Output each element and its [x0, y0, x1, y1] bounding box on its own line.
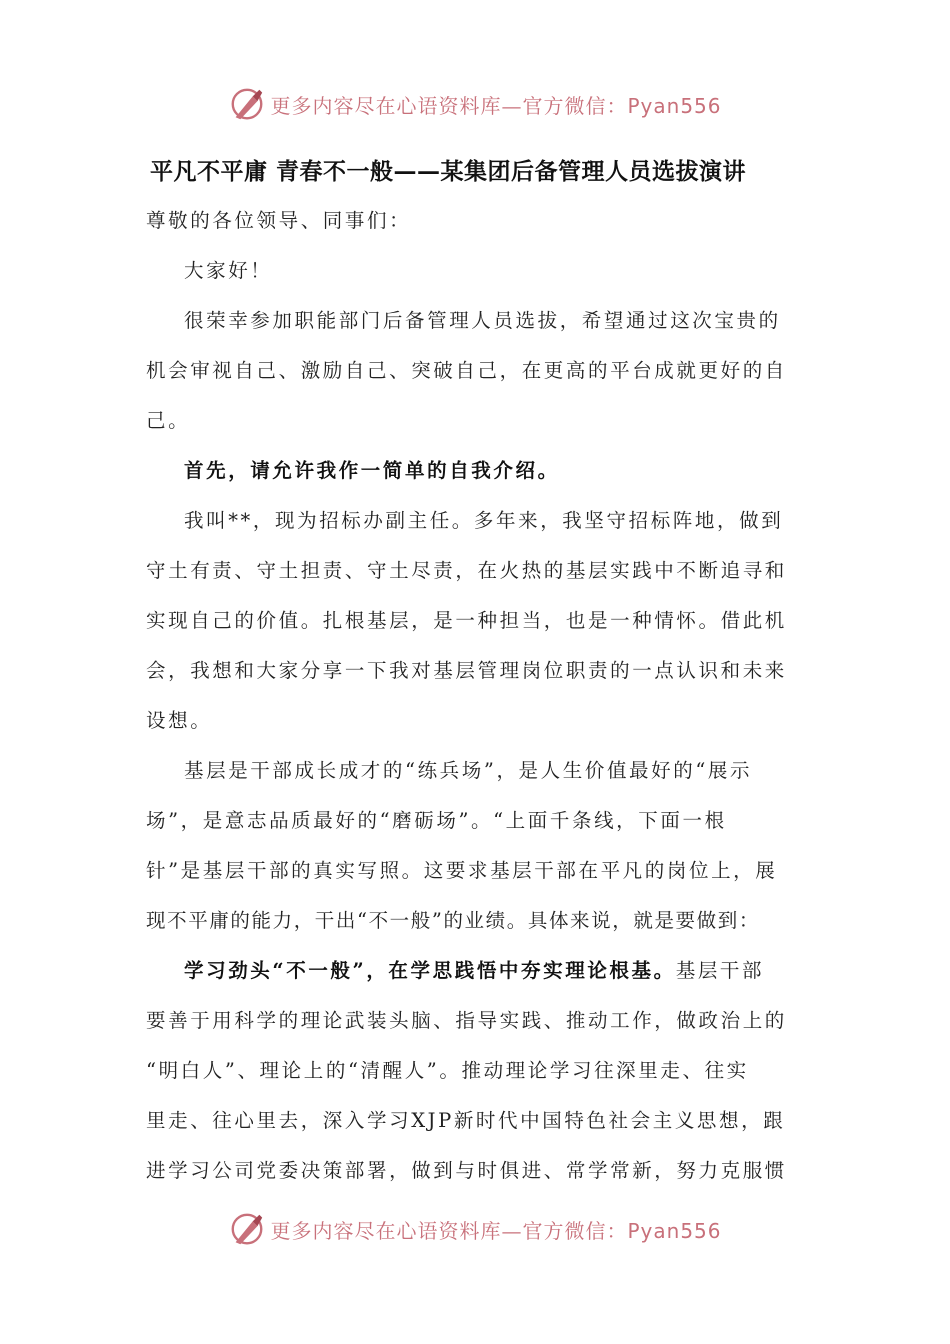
- body-line: 很荣幸参加职能部门后备管理人员选拔，希望通过这次宝贵的: [184, 309, 781, 332]
- body-line: 场”，是意志品质最好的“磨砺场”。“上面千条线，下面一根: [146, 809, 727, 832]
- banner-text: 更多内容尽在心语资料库—官方微信：Pyan556: [270, 93, 722, 118]
- salutation: 尊敬的各位领导、同事们：: [146, 209, 412, 232]
- body-line: 己。: [146, 409, 191, 432]
- body-line: 实现自己的价值。扎根基层，是一种担当，也是一种情怀。借此机: [146, 609, 787, 632]
- body-line: 守土有责、守土担责、守土尽责，在火热的基层实践中不断追寻和: [146, 559, 787, 582]
- body-line: 基层是干部成长成才的“练兵场”，是人生价值最好的“展示: [184, 759, 753, 782]
- body-line: 里走、往心里去，深入学习XJP新时代中国特色社会主义思想，跟: [146, 1109, 786, 1132]
- body-line-with-heading: [184, 955, 806, 985]
- banner-text: 更多内容尽在心语资料库—官方微信：Pyan556: [270, 1218, 722, 1243]
- pen-nib-logo-icon: [228, 1210, 266, 1248]
- document-title: 平凡不平庸 青春不一般——某集团后备管理人员选拔演讲: [150, 158, 747, 185]
- body-line: 机会审视自己、激励自己、突破自己，在更高的平台成就更好的自: [146, 359, 787, 382]
- body-line: 会，我想和大家分享一下我对基层管理岗位职责的一点认识和未来: [146, 659, 787, 682]
- body-line: 针”是基层干部的真实写照。这要求基层干部在平凡的岗位上，展: [146, 859, 778, 882]
- inline-heading: 学习劲头“不一般”，在学思践悟中夯实理论根基。: [184, 959, 676, 982]
- wechat-handle: Pyan556: [627, 93, 722, 118]
- body-line: 要善于用科学的理论武装头脑、指导实践、推动工作，做政治上的: [146, 1009, 787, 1032]
- wechat-handle: Pyan556: [627, 1218, 722, 1243]
- body-line: 现不平庸的能力，干出“不一般”的业绩。具体来说，就是要做到：: [146, 909, 760, 932]
- body-line: “明白人”、理论上的“清醒人”。推动理论学习往深里走、往实: [146, 1059, 749, 1082]
- body-line: 我叫**，现为招标办副主任。多年来，我坚守招标阵地，做到: [184, 509, 784, 532]
- watermark-banner-top: [0, 82, 950, 126]
- greeting: 大家好！: [184, 259, 273, 282]
- section-heading: 首先，请允许我作一简单的自我介绍。: [184, 459, 560, 482]
- watermark-banner-bottom: [0, 1207, 950, 1251]
- body-line: 设想。: [146, 709, 213, 732]
- pen-nib-logo-icon: [228, 85, 266, 123]
- inline-text: 基层干部: [675, 959, 765, 982]
- body-line: 进学习公司党委决策部署，做到与时俱进、常学常新，努力克服惯: [146, 1159, 787, 1182]
